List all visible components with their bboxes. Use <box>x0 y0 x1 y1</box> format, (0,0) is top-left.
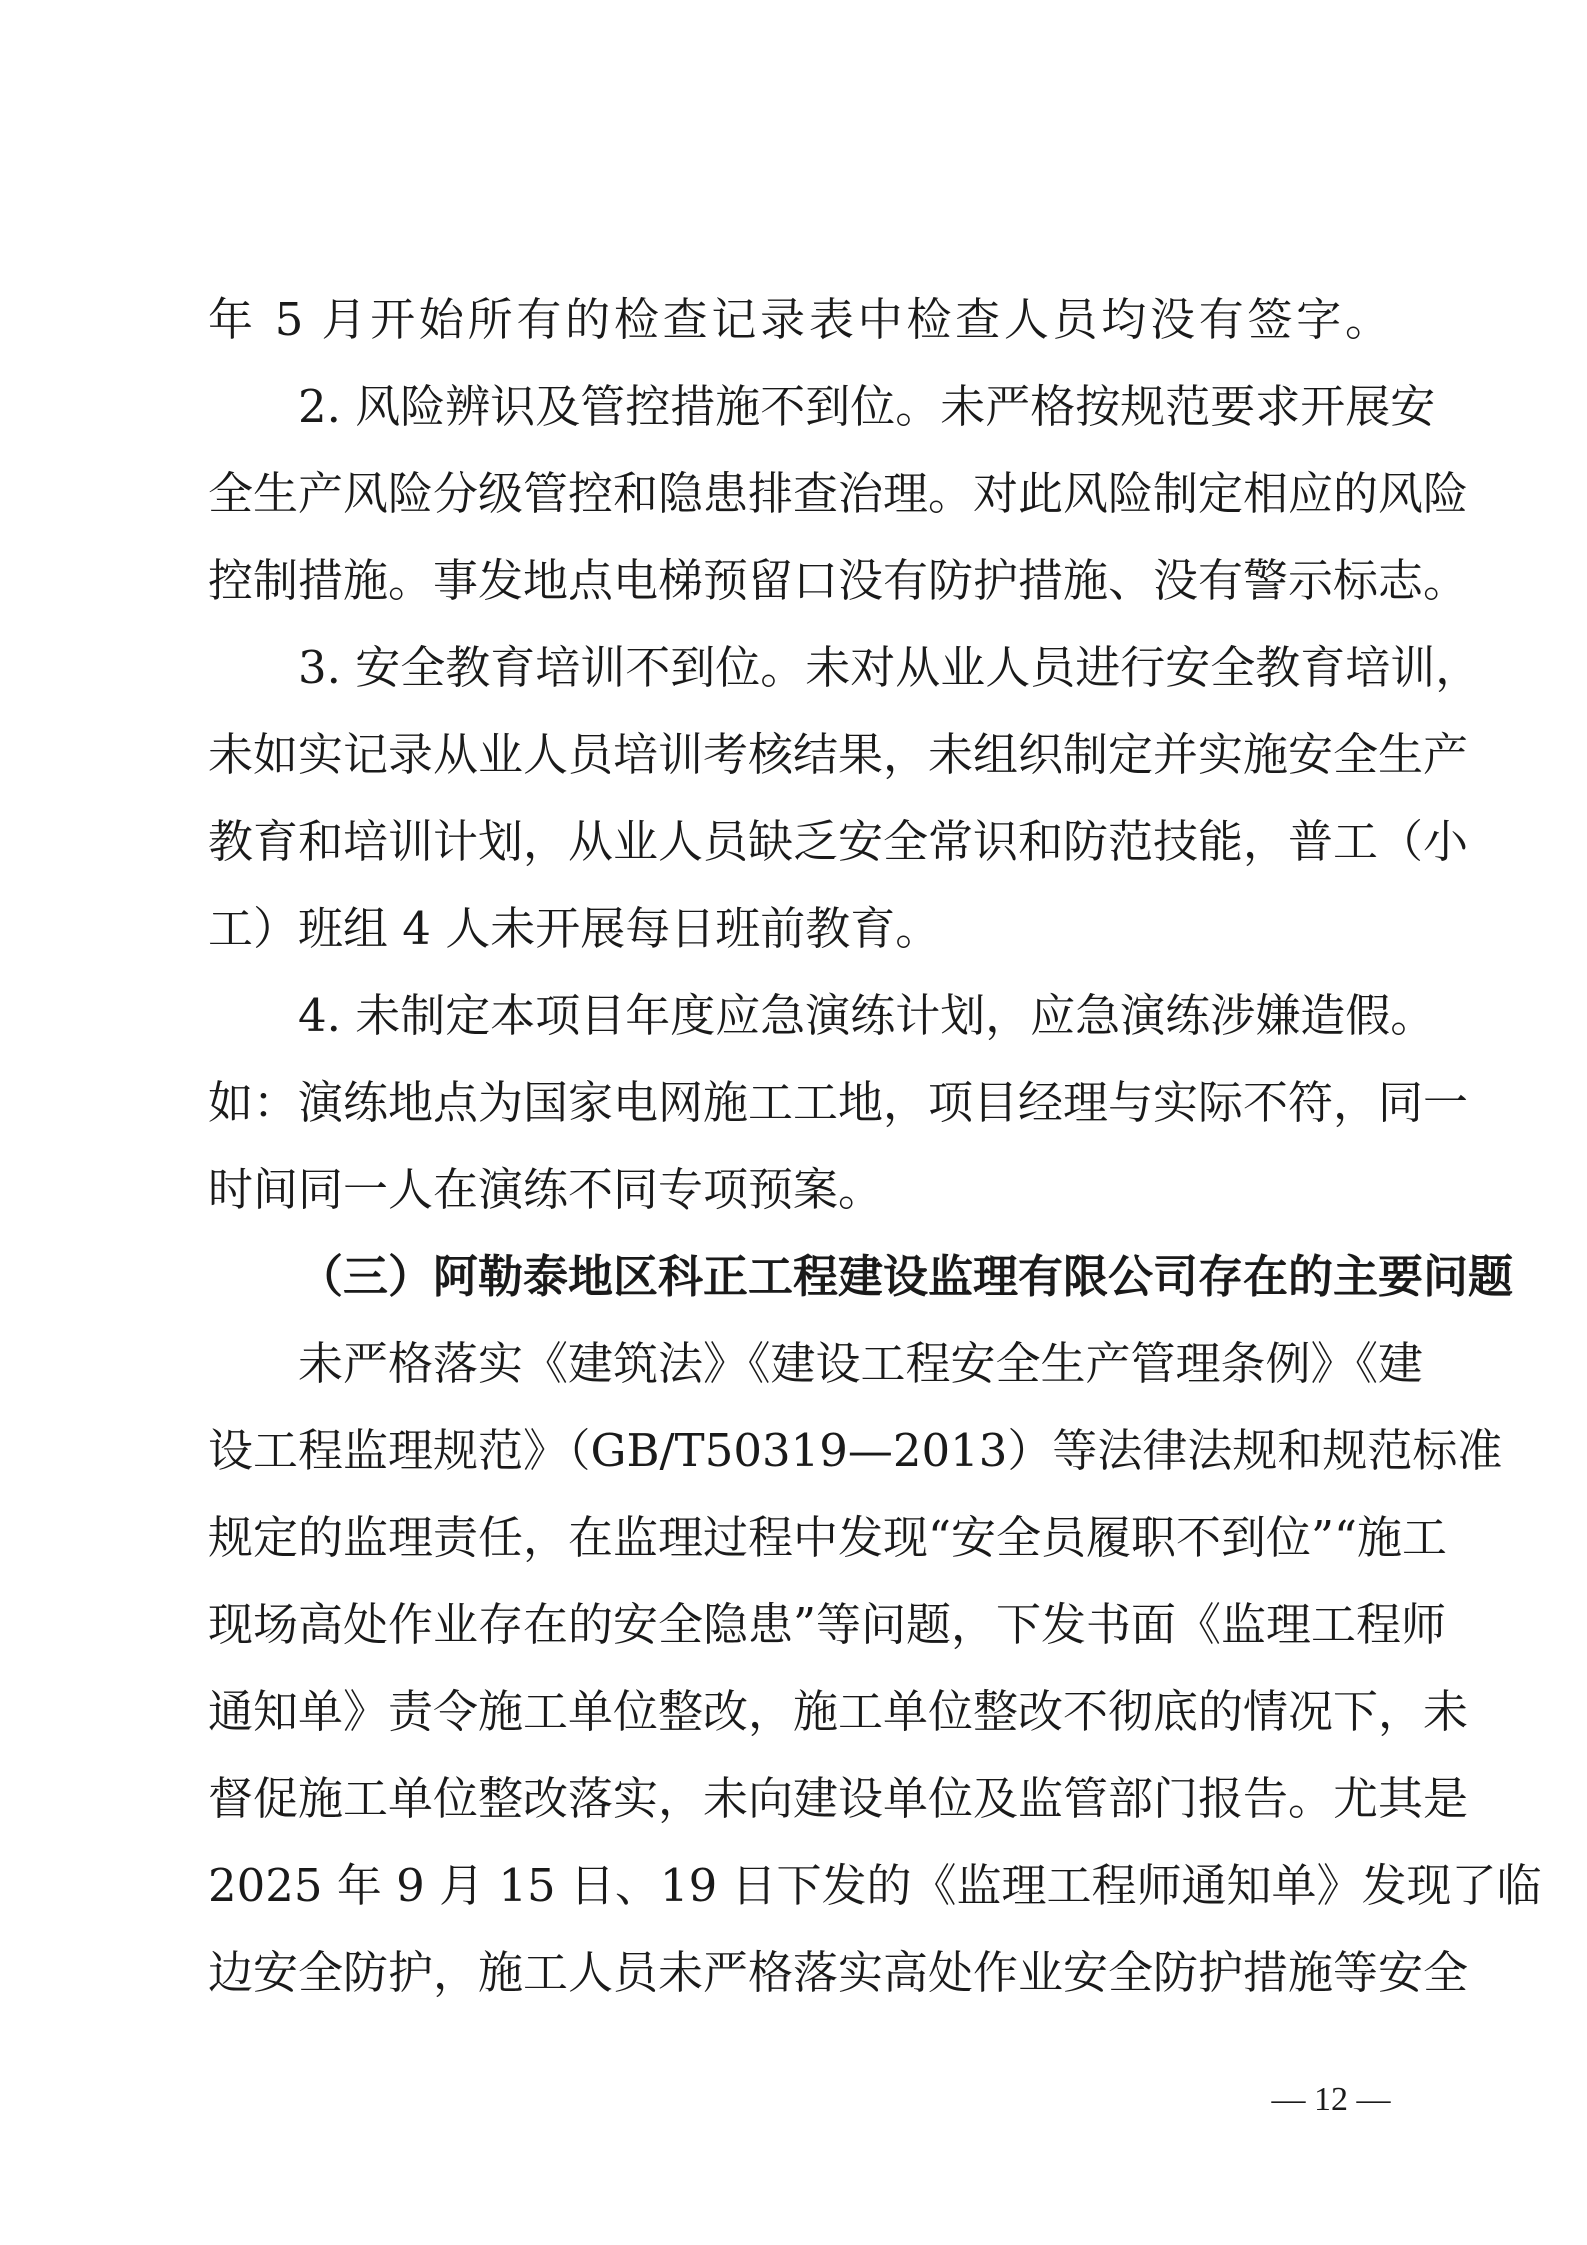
body-text-line: 设工程监理规范》（GB/T50319—2013）等法律法规和规范标准 <box>208 1424 1503 1477</box>
list-item-2-line: 2. 风险辨识及管控措施不到位。未严格按规范要求开展安 <box>298 380 1436 433</box>
body-text-line: 通知单》责令施工单位整改，施工单位整改不彻底的情况下，未 <box>208 1685 1469 1738</box>
body-text-line: 工）班组 4 人未开展每日班前教育。 <box>208 902 941 955</box>
section-heading: （三）阿勒泰地区科正工程建设监理有限公司存在的主要问题 <box>298 1250 1514 1303</box>
body-text-line: 边安全防护，施工人员未严格落实高处作业安全防护措施等安全 <box>208 1946 1469 1999</box>
list-item-3-line: 3. 安全教育培训不到位。未对从业人员进行安全教育培训， <box>298 641 1481 694</box>
body-text-line: 督促施工单位整改落实，未向建设单位及监管部门报告。尤其是 <box>208 1772 1469 1825</box>
body-text-line: 时间同一人在演练不同专项预案。 <box>208 1163 884 1216</box>
body-text-line: 教育和培训计划，从业人员缺乏安全常识和防范技能，普工（小 <box>208 815 1469 868</box>
body-text-line: 如：演练地点为国家电网施工工地，项目经理与实际不符，同一 <box>208 1076 1469 1129</box>
body-text-line: 全生产风险分级管控和隐患排查治理。对此风险制定相应的风险 <box>208 467 1469 520</box>
body-text-line: 规定的监理责任，在监理过程中发现“安全员履职不到位”“施工 <box>208 1511 1448 1564</box>
page-number: — 12 — <box>1271 2081 1391 2118</box>
body-text-line: 年 5 月开始所有的检查记录表中检查人员均没有签字。 <box>208 293 1390 346</box>
body-text-line: 控制措施。事发地点电梯预留口没有防护措施、没有警示标志。 <box>208 554 1469 607</box>
body-text-line: 未如实记录从业人员培训考核结果，未组织制定并实施安全生产 <box>208 728 1469 781</box>
paragraph-start-line: 未严格落实《建筑法》《建设工程安全生产管理条例》《建 <box>298 1337 1424 1390</box>
body-text-line: 2025 年 9 月 15 日、19 日下发的《监理工程师通知单》发现了临 <box>208 1859 1542 1912</box>
body-text-line: 现场高处作业存在的安全隐患”等问题，下发书面《监理工程师 <box>208 1598 1447 1651</box>
list-item-4-line: 4. 未制定本项目年度应急演练计划，应急演练涉嫌造假。 <box>298 989 1436 1042</box>
